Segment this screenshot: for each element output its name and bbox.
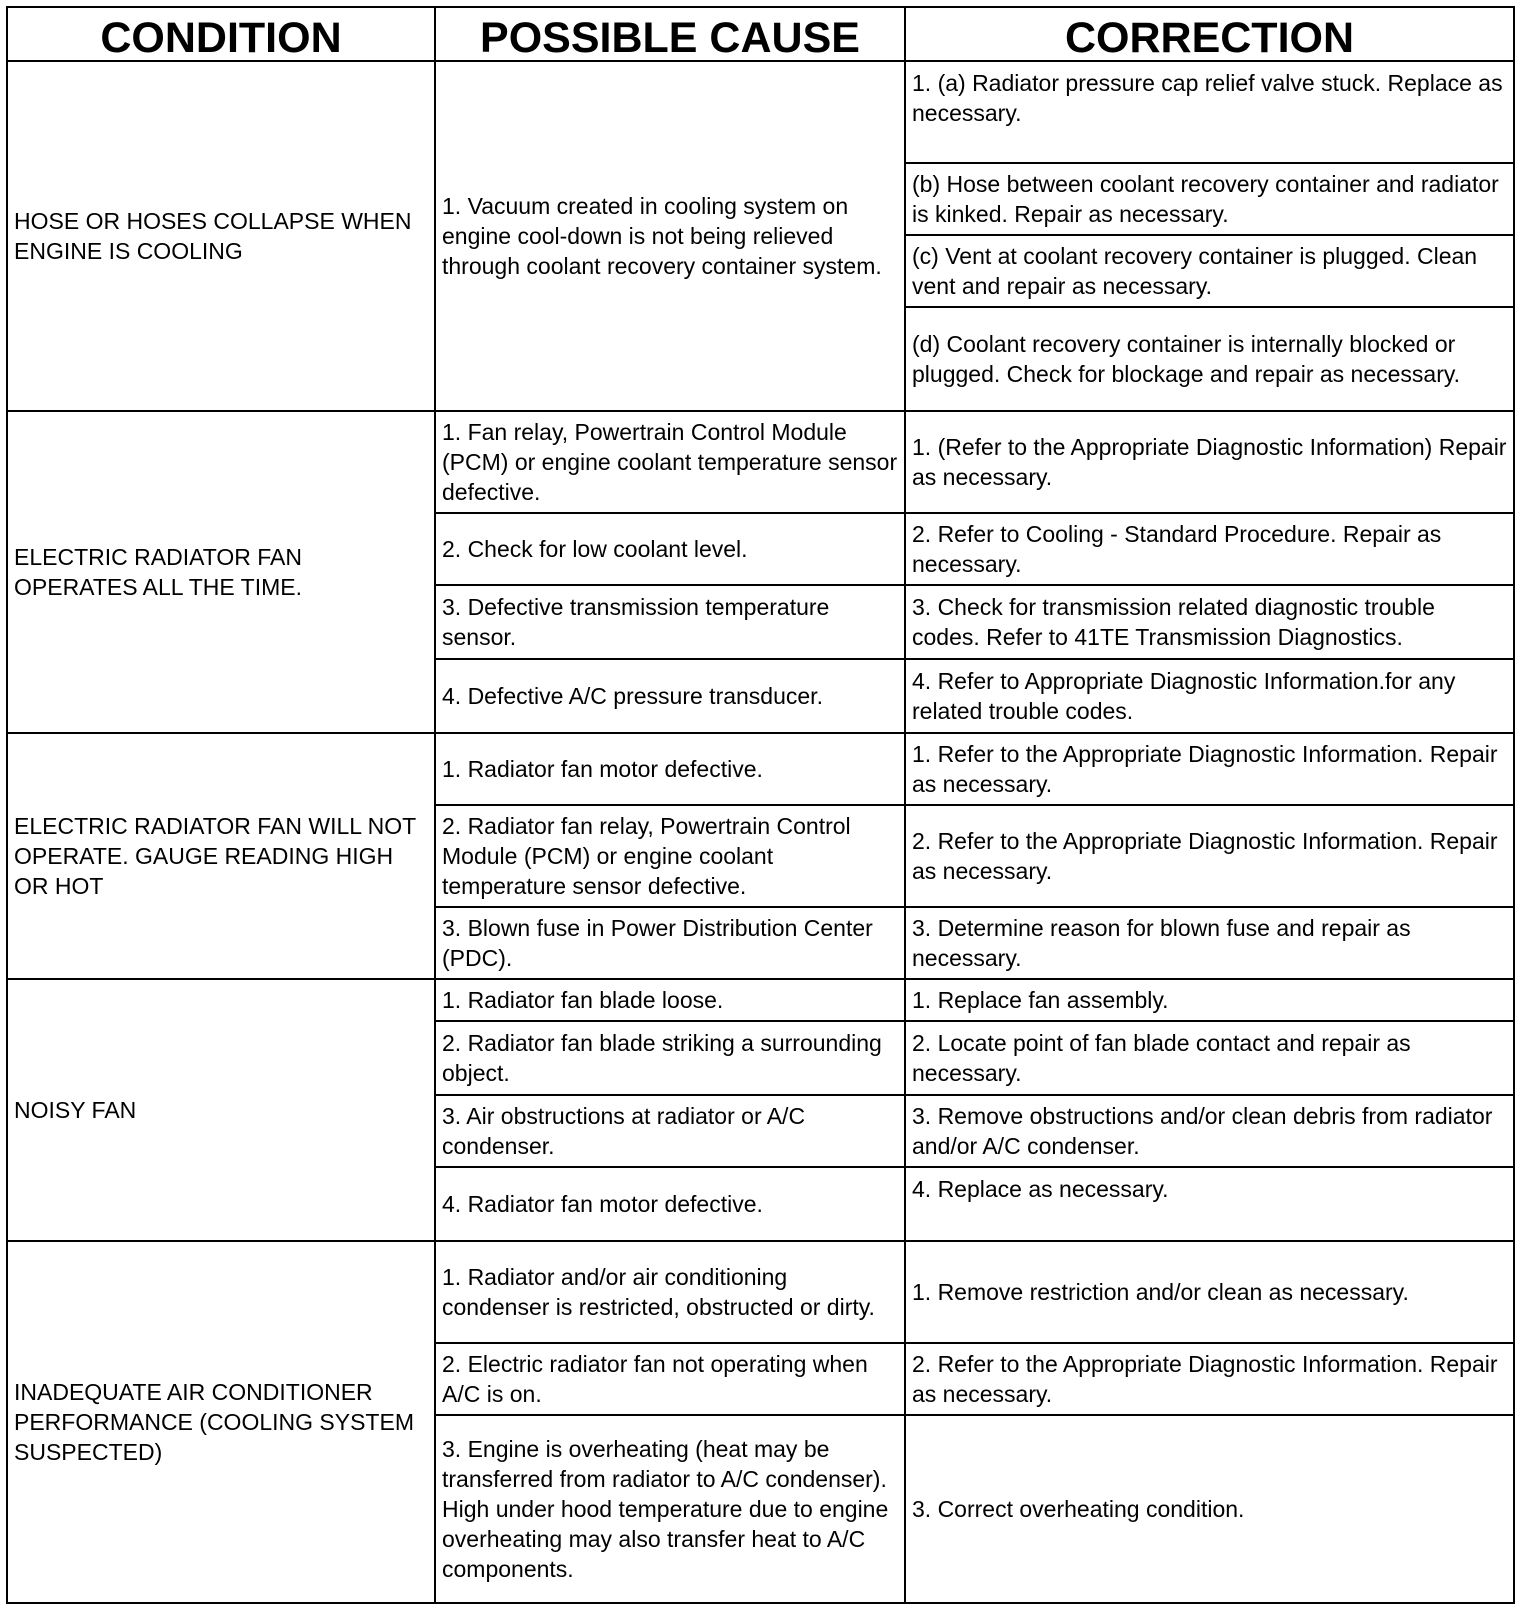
correction-cell xyxy=(906,412,1515,514)
cause-cell xyxy=(436,514,906,586)
condition-cell xyxy=(6,62,436,412)
correction-cell xyxy=(906,980,1515,1022)
cause-text: 4. Radiator fan motor defective. xyxy=(442,1191,763,1217)
correction-cell xyxy=(906,62,1515,164)
cause-cell xyxy=(436,1344,906,1416)
correction-text: 2. Refer to Cooling - Standard Procedure. Repair as necessary. xyxy=(912,521,1442,577)
cause-cell xyxy=(436,1096,906,1168)
correction-cell xyxy=(906,308,1515,412)
cause-cell xyxy=(436,980,906,1022)
cause-text: 3. Defective transmission temperature sensor. xyxy=(442,594,830,650)
correction-cell xyxy=(906,1168,1515,1242)
cause-cell xyxy=(436,1168,906,1242)
correction-cell xyxy=(906,236,1515,308)
header-possible-cause: POSSIBLE CAUSE xyxy=(436,6,906,62)
correction-cell xyxy=(906,586,1515,660)
correction-text: 4. Replace as necessary. xyxy=(912,1176,1169,1202)
correction-cell xyxy=(906,1344,1515,1416)
condition-cell xyxy=(6,1242,436,1604)
cause-text: 1. Radiator fan motor defective. xyxy=(442,756,763,782)
correction-text: 2. Refer to the Appropriate Diagnostic Information. Repair as necessary. xyxy=(912,828,1498,884)
cause-cell xyxy=(436,806,906,908)
correction-text: (d) Coolant recovery container is internally blocked or plugged. Check for blockage and repair as necessary. xyxy=(912,331,1461,387)
correction-cell xyxy=(906,806,1515,908)
cause-text: 1. Radiator and/or air conditioning condenser is restricted, obstructed or dirty. xyxy=(442,1264,875,1320)
header-condition: CONDITION xyxy=(6,6,436,62)
condition-cell xyxy=(6,412,436,734)
correction-text: 1. Refer to the Appropriate Diagnostic Information. Repair as necessary. xyxy=(912,741,1498,797)
cause-text: 3. Engine is overheating (heat may be transferred from radiator to A/C condenser). High under hood temperature due to engine overheating may also transfer heat to A/C components. xyxy=(442,1436,889,1582)
cause-cell xyxy=(436,1242,906,1344)
cause-text: 1. Fan relay, Powertrain Control Module (PCM) or engine coolant temperature sensor defective. xyxy=(442,419,898,505)
cause-cell xyxy=(436,734,906,806)
cause-text: 2. Radiator fan relay, Powertrain Control Module (PCM) or engine coolant temperature sensor defective. xyxy=(442,813,851,899)
correction-cell xyxy=(906,164,1515,236)
cause-cell xyxy=(436,586,906,660)
cause-text: 1. Radiator fan blade loose. xyxy=(442,987,724,1013)
correction-text: 3. Remove obstructions and/or clean debris from radiator and/or A/C condenser. xyxy=(912,1103,1493,1159)
condition-cell xyxy=(6,980,436,1242)
cause-cell xyxy=(436,660,906,734)
header-correction: CORRECTION xyxy=(906,6,1515,62)
cause-cell xyxy=(436,908,906,980)
cause-text: 4. Defective A/C pressure transducer. xyxy=(442,683,823,709)
condition-text: HOSE OR HOSES COLLAPSE WHEN ENGINE IS COOLING xyxy=(14,208,412,264)
correction-text: 3. Check for transmission related diagnostic trouble codes. Refer to 41TE Transmission Diagnostics. xyxy=(912,594,1435,650)
correction-text: (c) Vent at coolant recovery container is plugged. Clean vent and repair as necessary. xyxy=(912,243,1478,299)
cause-text: 2. Check for low coolant level. xyxy=(442,536,748,562)
correction-text: 2. Locate point of fan blade contact and repair as necessary. xyxy=(912,1030,1411,1086)
cause-text: 1. Vacuum created in cooling system on engine cool-down is not being relieved through coolant recovery container system. xyxy=(442,193,882,279)
correction-text: 1. (a) Radiator pressure cap relief valve stuck. Replace as necessary. xyxy=(912,70,1503,126)
condition-text: INADEQUATE AIR CONDITIONER PERFORMANCE (COOLING SYSTEM SUSPECTED) xyxy=(14,1379,414,1465)
correction-cell xyxy=(906,660,1515,734)
condition-text: NOISY FAN xyxy=(14,1097,137,1123)
cause-cell xyxy=(436,1416,906,1604)
correction-cell xyxy=(906,514,1515,586)
correction-cell xyxy=(906,1416,1515,1604)
correction-cell xyxy=(906,908,1515,980)
condition-text: ELECTRIC RADIATOR FAN OPERATES ALL THE TIME. xyxy=(14,544,303,600)
correction-text: (b) Hose between coolant recovery container and radiator is kinked. Repair as necessary. xyxy=(912,171,1499,227)
cause-cell xyxy=(436,412,906,514)
correction-text: 2. Refer to the Appropriate Diagnostic Information. Repair as necessary. xyxy=(912,1351,1498,1407)
condition-cell xyxy=(6,734,436,980)
correction-text: 1. Remove restriction and/or clean as necessary. xyxy=(912,1279,1409,1305)
correction-text: 1. (Refer to the Appropriate Diagnostic Information) Repair as necessary. xyxy=(912,434,1507,490)
cause-text: 2. Radiator fan blade striking a surrounding object. xyxy=(442,1030,882,1086)
correction-cell xyxy=(906,734,1515,806)
correction-text: 1. Replace fan assembly. xyxy=(912,987,1169,1013)
correction-cell xyxy=(906,1242,1515,1344)
correction-text: 3. Determine reason for blown fuse and repair as necessary. xyxy=(912,915,1411,971)
correction-text: 3. Correct overheating condition. xyxy=(912,1496,1245,1522)
correction-text: 4. Refer to Appropriate Diagnostic Information.for any related trouble codes. xyxy=(912,668,1456,724)
cause-cell xyxy=(436,62,906,412)
cause-text: 3. Air obstructions at radiator or A/C condenser. xyxy=(442,1103,806,1159)
condition-text: ELECTRIC RADIATOR FAN WILL NOT OPERATE. GAUGE READING HIGH OR HOT xyxy=(14,813,416,899)
cause-cell xyxy=(436,1022,906,1096)
correction-cell xyxy=(906,1096,1515,1168)
cause-text: 2. Electric radiator fan not operating when A/C is on. xyxy=(442,1351,868,1407)
correction-cell xyxy=(906,1022,1515,1096)
cause-text: 3. Blown fuse in Power Distribution Center (PDC). xyxy=(442,915,873,971)
